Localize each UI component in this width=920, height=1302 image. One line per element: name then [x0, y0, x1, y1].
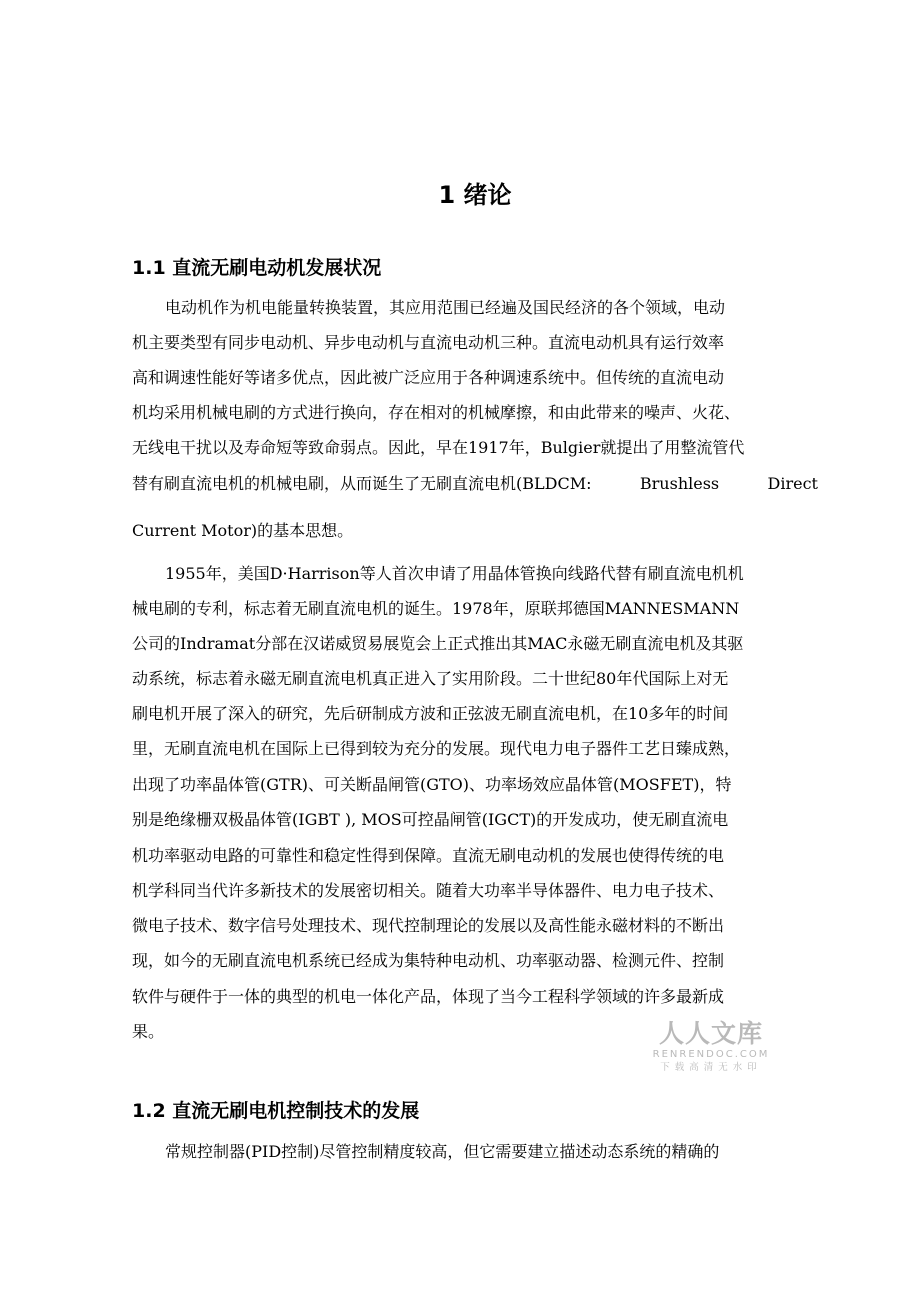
- watermark-title: 人人文库: [658, 1019, 763, 1048]
- body-text-line: 刷电机开展了深入的研究，先后研制成方波和正弦波无刷直流电机，在10多年的时间: [132, 704, 729, 723]
- body-text-line: 高和调速性能好等诸多优点，因此被广泛应用于各种调速系统中。但传统的直流电动: [132, 368, 725, 387]
- body-text-line: 动系统，标志着永磁无刷直流电机真正进入了实用阶段。二十世纪80年代国际上对无: [132, 669, 729, 688]
- body-text-line-justified: [132, 472, 818, 496]
- body-text-line: 械电刷的专利，标志着无刷直流电机的诞生。1978年，原联邦德国MANNESMANN: [132, 599, 740, 618]
- body-text-line: 无线电干扰以及寿命短等致命弱点。因此，早在1917年，Bulgier就提出了用整流管代: [132, 438, 745, 457]
- section-heading-1-2: 1.2 直流无刷电机控制技术的发展: [132, 1100, 420, 1122]
- body-text-line: 1955年，美国D·Harrison等人首次申请了用晶体管换向线路代替有刷直流电机机: [165, 564, 744, 583]
- watermark-subtitle: 下载高清无水印: [660, 1062, 762, 1073]
- body-text-line: Current Motor)的基本思想。: [132, 521, 354, 540]
- body-text-line: 机功率驱动电路的可靠性和稳定性得到保障。直流无刷电动机的发展也使得传统的电: [132, 846, 725, 865]
- body-text-line: 里，无刷直流电机在国际上已得到较为充分的发展。现代电力电子器件工艺日臻成熟，: [132, 739, 741, 758]
- body-text-line: 机均采用机械电刷的方式进行换向，存在相对的机械摩擦，和由此带来的噪声、火花、: [132, 403, 741, 422]
- body-text-line: 果。: [132, 1022, 165, 1041]
- chapter-title: 1 绪论: [438, 181, 512, 209]
- watermark-logo: [646, 1020, 776, 1074]
- body-text-line: 常规控制器(PID控制)尽管控制精度较高，但它需要建立描述动态系统的精确的: [165, 1142, 720, 1161]
- body-text-line: 公司的Indramat分部在汉诺威贸易展览会上正式推出其MAC永磁无刷直流电机及其驱: [132, 634, 744, 653]
- body-text-line: 微电子技术、数字信号处理技术、现代控制理论的发展以及高性能永磁材料的不断出: [132, 916, 725, 935]
- body-text-segment: Brushless: [639, 474, 720, 493]
- body-text-line: 电动机作为机电能量转换装置，其应用范围已经遍及国民经济的各个领域，电动: [165, 298, 726, 317]
- body-text-line: 别是绝缘栅双极晶体管(IGBT ), MOS可控晶闸管(IGCT)的开发成功，使无刷直流电: [132, 810, 729, 829]
- body-text-segment: Direct: [767, 474, 818, 493]
- body-text-line: 机主要类型有同步电动机、异步电动机与直流电动机三种。直流电动机具有运行效率: [132, 333, 725, 352]
- body-text-line: 出现了功率晶体管(GTR)、可关断晶闸管(GTO)、功率场效应晶体管(MOSFET)，特: [132, 775, 732, 794]
- section-heading-1-1: 1.1 直流无刷电动机发展状况: [132, 257, 382, 279]
- body-text-segment: 替有刷直流电机的机械电刷，从而诞生了无刷直流电机(BLDCM:: [132, 474, 592, 493]
- watermark-domain: RENRENDOC.COM: [652, 1049, 770, 1060]
- body-text-line: 现，如今的无刷直流电机系统已经成为集特种电动机、功率驱动器、检测元件、控制: [132, 951, 725, 970]
- body-text-line: 机学科同当代许多新技术的发展密切相关。随着大功率半导体器件、电力电子技术、: [132, 881, 725, 900]
- body-text-line: 软件与硬件于一体的典型的机电一体化产品，体现了当今工程科学领域的许多最新成: [132, 987, 725, 1006]
